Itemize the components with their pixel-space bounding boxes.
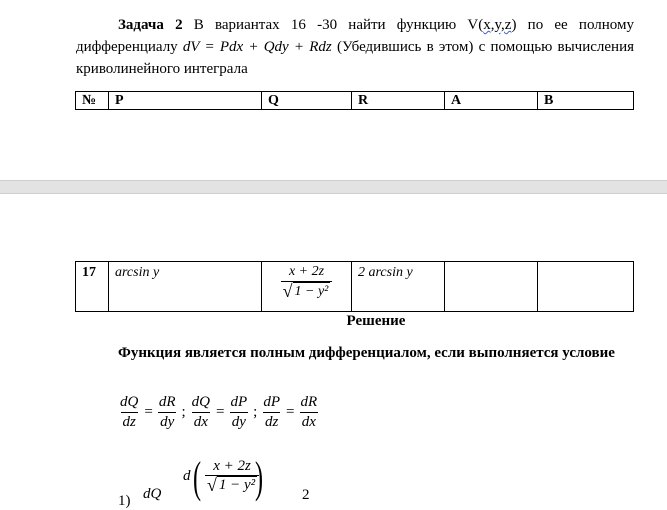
header-table — [75, 91, 634, 110]
condition-paragraph: Функция является полным дифференциалом, если выполняется условие — [118, 345, 615, 361]
equals-sign: = — [216, 404, 225, 420]
cond1-lhs-num: dQ — [120, 394, 139, 410]
page-break — [0, 180, 667, 194]
variant-a — [445, 262, 538, 312]
q-denominator — [281, 281, 333, 300]
variant-number: 17 — [76, 262, 109, 312]
task-text-after: ) по ее полному дифференциалу — [76, 17, 634, 55]
cond3-rhs-den: dx — [301, 414, 316, 430]
right-paren: ) — [255, 453, 264, 502]
col-a: A — [445, 92, 538, 110]
sqrt-icon: √ — [282, 281, 293, 301]
cond3-rhs-num: dR — [300, 394, 318, 410]
cond1-rhs — [157, 393, 178, 432]
task-formula: dV = Pdx + Qdy + Rdz — [182, 39, 332, 55]
equals-sign: = — [285, 404, 295, 420]
cond3-lhs-den: dz — [264, 414, 279, 430]
cond2-rhs-den: dy — [231, 414, 246, 430]
cond2-rhs — [228, 393, 249, 432]
cond2-lhs-den: dx — [193, 414, 208, 430]
col-r: R — [352, 92, 445, 110]
variant-b — [538, 262, 634, 312]
cond1-rhs-den: dy — [160, 414, 175, 430]
left-paren: ( — [193, 453, 202, 502]
step-index: 1) — [118, 493, 131, 509]
variant-p: arcsin y — [109, 262, 262, 312]
cond3-lhs-num: dP — [263, 394, 280, 410]
step-dq: dQ — [143, 486, 162, 502]
cond2-lhs — [190, 393, 212, 432]
task-text-end: (Убедившись в этом) с помощью вычисления криволинейного интеграла — [76, 39, 634, 77]
cond1-lhs — [118, 393, 140, 432]
step-fraction — [205, 457, 259, 494]
separator: ; — [253, 404, 258, 420]
col-number: № — [76, 92, 109, 110]
cond2-rhs-num: dP — [230, 394, 248, 410]
solution-title: Решение — [346, 313, 406, 329]
cond3-rhs — [298, 393, 319, 432]
condition-formula — [118, 393, 319, 432]
col-q: Q — [262, 92, 352, 110]
cond1-rhs-num: dR — [158, 394, 176, 410]
q-radicand: 1 − y² — [294, 284, 329, 299]
task-paragraph — [76, 14, 634, 80]
variant-row — [76, 262, 634, 312]
col-p: P — [109, 92, 262, 110]
equals-sign: = — [144, 404, 153, 420]
separator: ; — [181, 404, 186, 420]
task-label: Задача 2 — [118, 17, 183, 33]
variant-table — [75, 261, 634, 312]
cond1-lhs-den: dz — [122, 414, 136, 430]
sqrt-icon: √ — [207, 475, 217, 495]
task-text-before: В вариантах 16 -30 найти функцию V( — [182, 17, 484, 33]
cond2-lhs-num: dQ — [191, 394, 210, 410]
header-row — [76, 92, 634, 110]
col-b: B — [538, 92, 634, 110]
step-frac — [205, 457, 259, 494]
step-d: d — [183, 468, 191, 484]
cond3-lhs — [261, 393, 282, 432]
q-numerator: x + 2z — [288, 264, 325, 279]
variant-q — [262, 262, 352, 312]
q-fraction — [281, 263, 333, 300]
task-variables[interactable]: x,y,z — [483, 17, 512, 33]
step-trailing: 2 — [302, 487, 310, 503]
step-radicand: 1 − y² — [218, 477, 256, 493]
step-denominator — [205, 475, 259, 494]
variant-r: 2 arcsin y — [352, 262, 445, 312]
step-numerator: x + 2z — [213, 458, 251, 474]
